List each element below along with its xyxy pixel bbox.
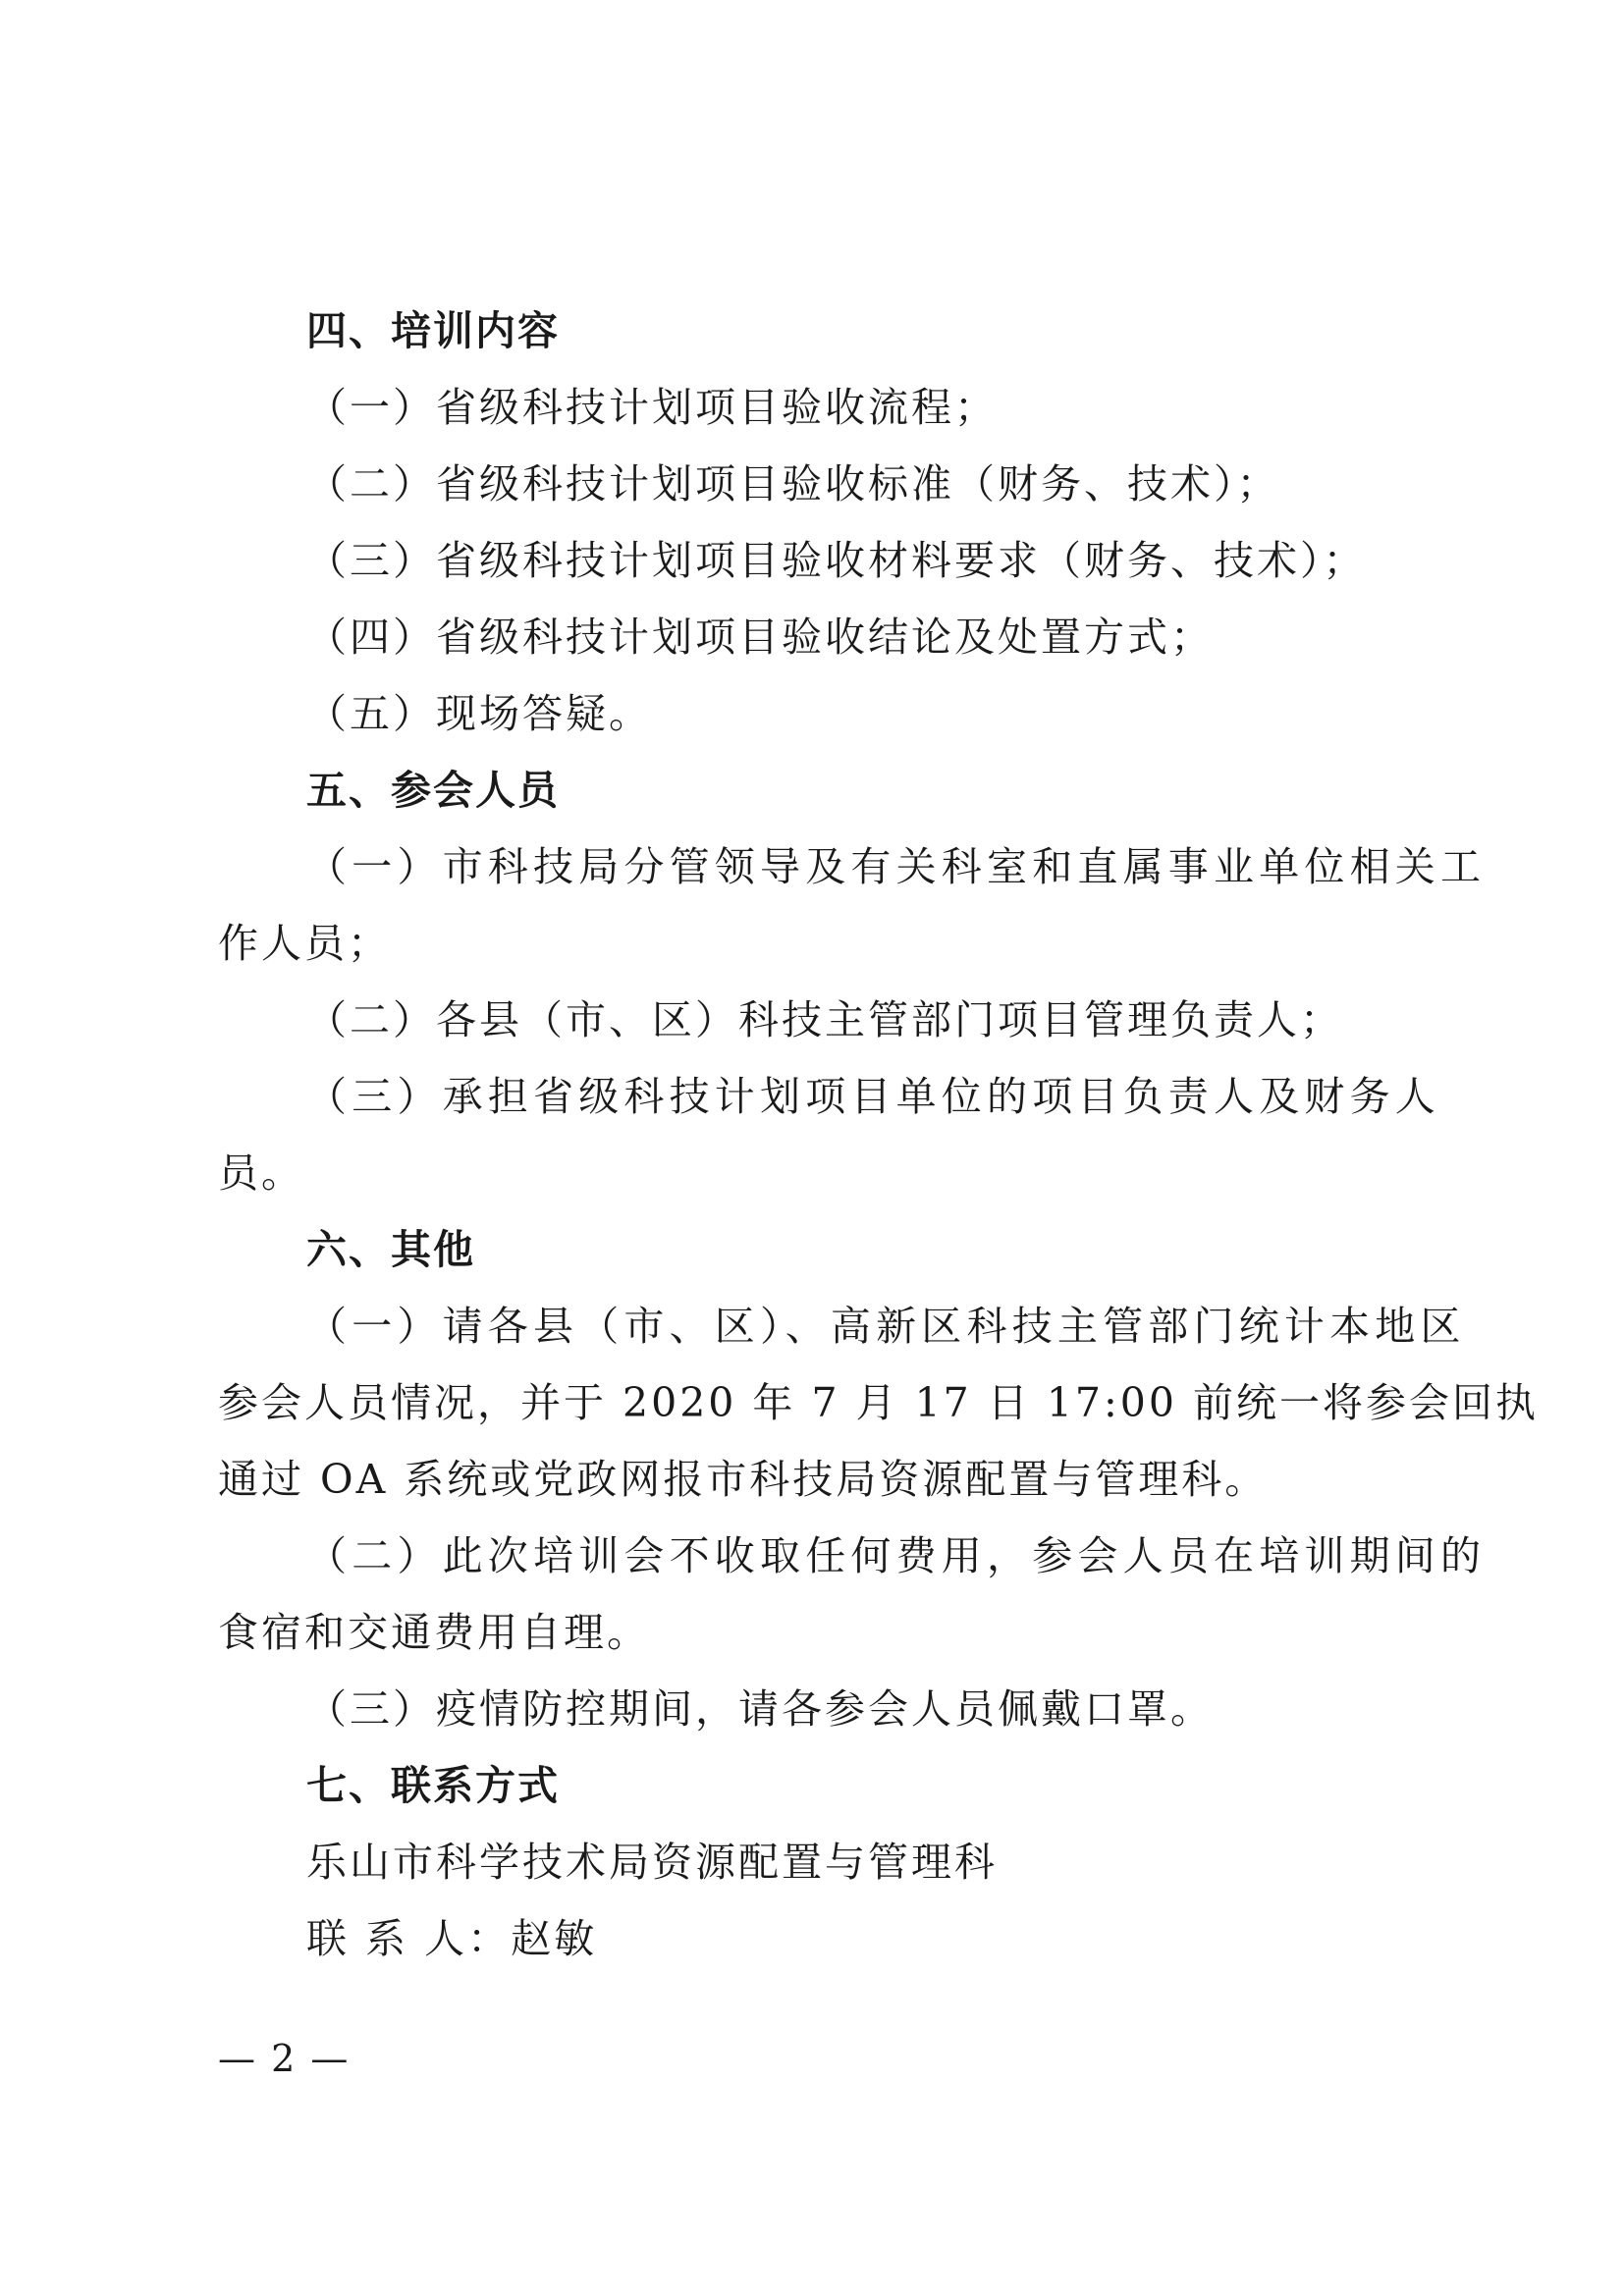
section-heading-attendees: 五、参会人员	[306, 767, 560, 814]
list-item-continuation: 食宿和交通费用自理。	[218, 1609, 650, 1656]
list-item: （二）各县（市、区）科技主管部门项目管理负责人；	[306, 996, 1343, 1043]
list-item: （一）请各县（市、区）、高新区科技主管部门统计本地区	[306, 1303, 1466, 1350]
page-number: — 2 —	[218, 2037, 351, 2080]
section-heading-training-content: 四、培训内容	[306, 307, 560, 354]
list-item-continuation: 作人员；	[218, 920, 391, 967]
list-item: （一）省级科技计划项目验收流程；	[306, 384, 998, 431]
contact-person: 联 系 人：赵敏	[306, 1915, 598, 1962]
list-item: （三）省级科技计划项目验收材料要求（财务、技术）；	[306, 537, 1367, 584]
contact-organization: 乐山市科学技术局资源配置与管理科	[306, 1839, 998, 1886]
list-item: （三）疫情防控期间，请各参会人员佩戴口罩。	[306, 1685, 1214, 1733]
list-item: （四）省级科技计划项目验收结论及处置方式；	[306, 614, 1214, 661]
list-item: （二）此次培训会不收取任何费用，参会人员在培训期间的	[306, 1532, 1487, 1579]
list-item-continuation: 通过 OA 系统或党政网报市科技局资源配置与管理科。	[218, 1456, 1269, 1503]
list-item: （五）现场答疑。	[306, 690, 652, 737]
section-heading-other: 六、其他	[306, 1226, 475, 1273]
list-item-continuation: 员。	[218, 1149, 304, 1197]
section-heading-contact: 七、联系方式	[306, 1762, 560, 1809]
list-item: （二）省级科技计划项目验收标准（财务、技术）；	[306, 460, 1280, 507]
list-item: （三）承担省级科技计划项目单位的项目负责人及财务人	[306, 1073, 1440, 1120]
list-item: （一）市科技局分管领导及有关科室和直属事业单位相关工	[306, 843, 1487, 890]
list-item-continuation: 参会人员情况，并于 2020 年 7 月 17 日 17:00 前统一将参会回执	[218, 1379, 1540, 1426]
document-body	[218, 293, 1540, 1977]
